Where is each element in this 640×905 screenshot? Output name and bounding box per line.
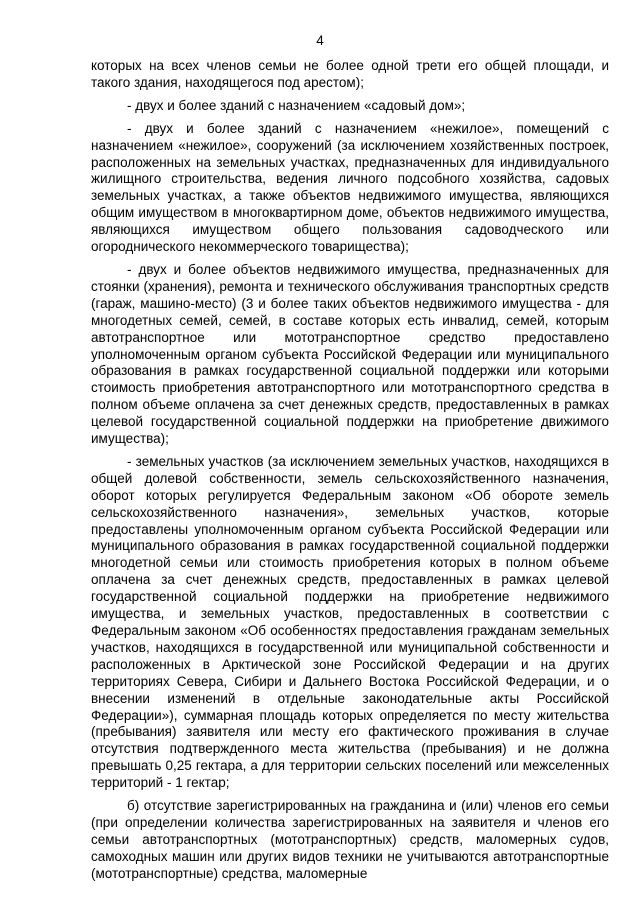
- paragraph-continuation: которых на всех членов семьи не более одной трети его общей площади, и такого здания, находящегося под арестом);: [91, 58, 609, 90]
- paragraph-vehicles: б) отсутствие зарегистрированных на гражданина и (или) членов его семьи (при определении количества зарегистрированных на заявителя и членов его семьи автотранспортных (мототранспортных) средств, маломерных судов, самоходных машин или других видов техники не учитываются автотранспортные (мототранспортные) средства, маломерные: [91, 798, 609, 881]
- document-body: [91, 58, 609, 889]
- paragraph-land-plots: - земельных участков (за исключением земельных участков, находящихся в общей долевой собственности, земель сельскохозяйственного назначения, оборот которых регулируется Федеральным законом «Об обороте земель сельскохозяйственного назначения», земельных участков, которые предоставлены уполномоченным органом субъекта Российской Федерации или муниципального образования в рамках государственной социальной поддержки многодетной семьи или стоимость приобретения которых в полном объеме оплачена за счет денежных средств, предоставленных в рамках целевой государственной социальной поддержки на приобретение недвижимого имущества, и земельных участков, предоставленных в соответствии с Федеральным законом «Об особенностях предоставления гражданам земельных участков, находящихся в государственной или муниципальной собственности и расположенных в Арктической зоне Российской Федерации и на других территориях Севера, Сибири и Дальнего Востока Российской Федерации, и о внесении изменений в отдельные законодательные акты Российской Федерации»), суммарная площадь которых определяется по месту жительства (пребывания) заявителя или месту его фактического проживания в случае отсутствия подтвержденного места жительства (пребывания) и не должна превышать 0,25 гектара, а для территории сельских поселений или межселенных территорий - 1 гектар;: [91, 453, 609, 791]
- page-number: 4: [316, 33, 324, 48]
- paragraph-non-residential: - двух и более зданий с назначением «нежилое», помещений с назначением «нежилое», сооружений (за исключением хозяйственных построек, расположенных на земельных участках, предназначенных для индивидуального жилищного строительства, ведения личного подсобного хозяйства, садовых земельных участках, а также объектов недвижимого имущества, являющихся общим имуществом в многоквартирном доме, объектов недвижимого имущества, являющихся имуществом общего пользования садоводческого или огороднического некоммерческого товарищества);: [91, 120, 609, 255]
- paragraph-garden-house: - двух и более зданий с назначением «садовый дом»;: [127, 97, 466, 113]
- paragraph-garage: - двух и более объектов недвижимого имущества, предназначенных для стоянки (хранения), ремонта и технического обслуживания транспортных средств (гараж, машино-место) (3 и более таких объектов недвижимого имущества - для многодетных семей, семей, в составе которых есть инвалид, семей, которым автотранспортное или мототранспортное средство предоставлено уполномоченным органом субъекта Российской Федерации или муниципального образования в рамках государственной социальной поддержки или которыми стоимость приобретения автотранспортного или мототранспортного средства в полном объеме оплачена за счет денежных средств, предоставленных в рамках целевой государственной социальной поддержки на приобретение движимого имущества);: [91, 261, 609, 447]
